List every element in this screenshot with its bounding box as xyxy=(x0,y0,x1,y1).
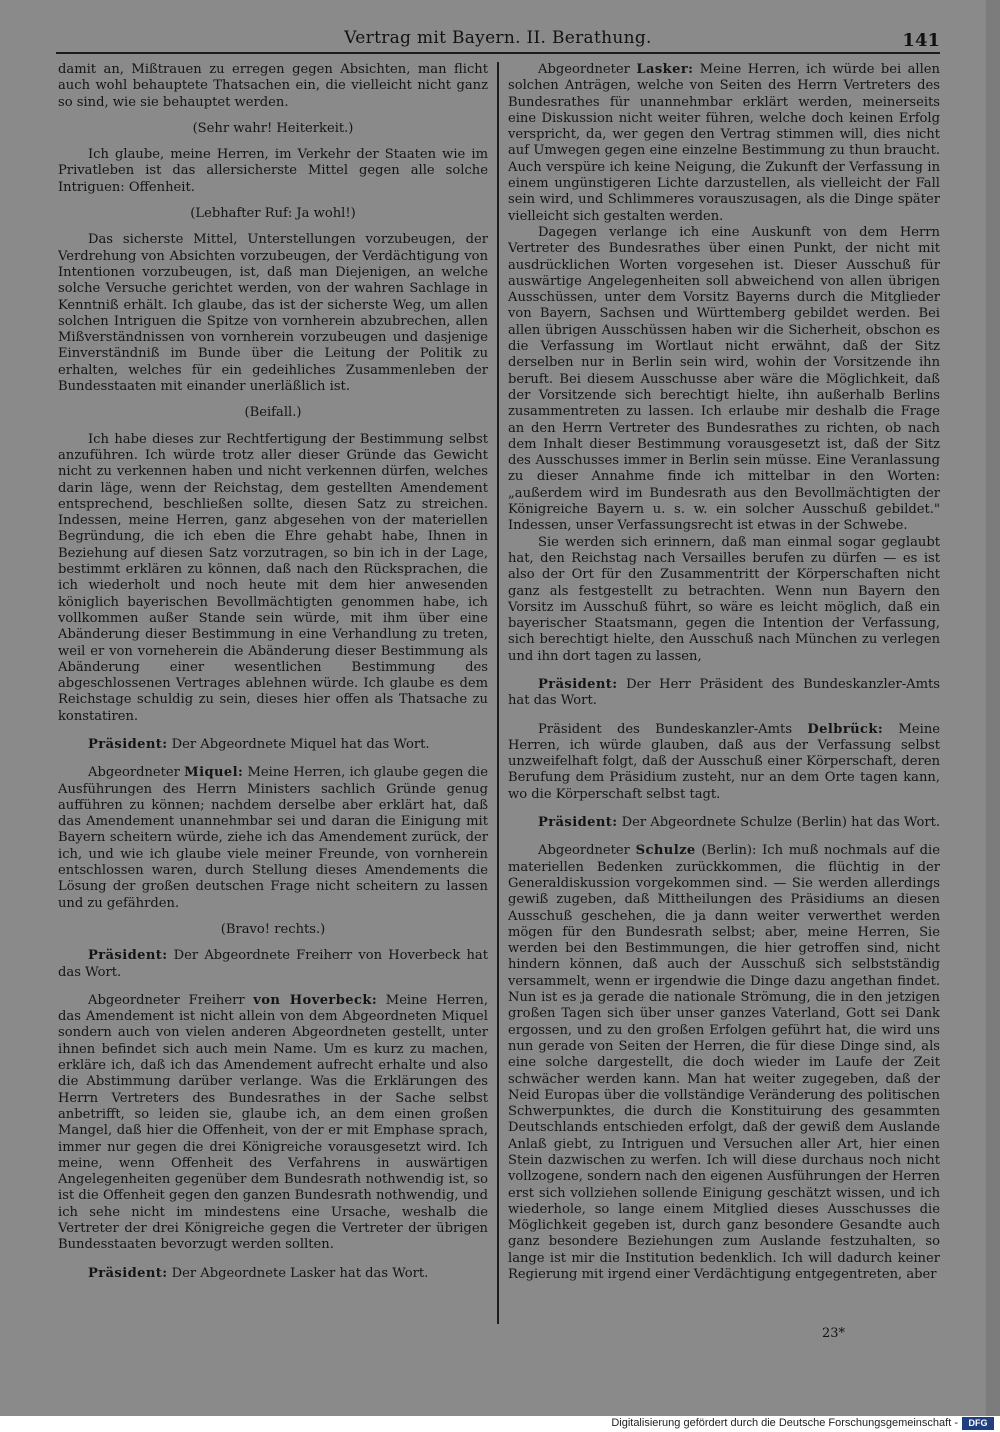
left-column xyxy=(58,62,488,1324)
speech-text: Der Abgeordnete Schulze (Berlin) hat das Wort. xyxy=(621,815,940,831)
paragraph: Ich habe dieses zur Rechtfertigung der Bestimmung selbst anzuführen. Ich würde trotz aller dieser Gründe das Gewicht nicht zu verkennen haben und nicht verkennen dürfen, welches darin läge, wenn der Reichstag, dem gestellten Amendement entsprechend, beschließen sollte, diesen Satz zu streichen. Indessen, meine Herren, ganz abgesehen von der materiellen Begründung, die ich eben die Ehre gehabt habe, Ihnen in Beziehung auf diesen Satz vorzutragen, so bin ich in der Lage, bestimmt erklären zu können, daß nach den Rücksprachen, die ich wiederholt und noch heute mit dem hier anwesenden königlich bayerischen Bevollmächtigten genommen habe, ich vollkommen außer Stande sein würde, mit ihm über eine Abänderung dieser Bestimmung in eine Verhandlung zu treten, weil er von vorneherein die Abänderung dieser Bestimmung als Abänderung einer wesentlichen Bestimmung des abgeschlossenen Vertrages ablehnen würde. Ich glaube es dem Reichstage schuldig zu sein, dieses hier offen als Thatsache zu konstatiren. xyxy=(58,431,488,724)
reaction: (Sehr wahr! Heiterkeit.) xyxy=(192,120,354,136)
speaker-name: Präsident: xyxy=(538,676,618,692)
speech-text: (Berlin): Ich muß nochmals auf die materiellen Bedenken zurückkommen, die flüchtig in der Generaldiskussion vorgekommen sind. — Sie werden allerdings gewiß zugeben, daß Mittheilungen des Präsidiums an diesen Ausschuß geschehen, die ja dann weiter verwerthet werden mögen für den Bundesrath selbst; aber, meine Herren, Sie werden bei den Bestimmungen, die hier getroffen sind, nicht hindern können, daß auch der Ausschuß sich selbstständig versammelt, wenn er irgendwie die Dinge dazu angethan findet. Nun ist es ja gerade die nationale Strömung, die in den jetzigen großen Tagen sich über unser ganzes Vaterland, Gott sei Dank ergossen, und zu den großen Erfolgen geführt hat, die wird uns nun gerade von Seiten der Herren, die für diese Dinge sind, als eine solche dargestellt, die doch wieder im Laufe der Zeit schwächer werden kann. Man hat weiter zugegeben, daß der Neid Europas über die vollständige Veränderung des politischen Schwerpunktes, die durch die Konstituirung des gesammten Deutschlands entschieden erfolgt, daß der gewiß dem Auslande Anlaß giebt, zu Intriguen und Versuchen aller Art, hier einen Stein dazwischen zu werfen. Ich will diese durchaus noch nicht vollzogene, sondern nach den eigenen Ausführungen der Herren erst sich vollziehen sollende Einigung geschätzt wissen, und ich wiederhole, so lange einem Mitglied dieses Ausschusses die Möglichkeit gegeben ist, durch ganz besondere Gesandte auch ganz besondere Beziehungen zum Auslande festzuhalten, so lange ist mir die Institution bedenklich. Ich will dadurch keiner Regierung mit irgend einer Verdächtigung entgegentreten, aber xyxy=(508,843,940,1283)
digitization-footer xyxy=(0,1416,1000,1432)
speaker-paragraph xyxy=(508,815,940,831)
reaction: (Beifall.) xyxy=(244,405,302,421)
speech-text: Meine Herren, ich glaube gegen die Ausführungen des Herrn Ministers sachlich Gründe genug aufführen zu können; nachdem derselbe aber erklärt hat, daß das Amendement unannehmbar sei und daran die Einigung mit Bayern scheitern würde, ziehe ich das Amendement zurück, der ich, und wie ich glaube viele meiner Freunde, von vornherein entschlossen waren, durch Stellung dieses Amendements die Lösung der großen deutschen Frage nicht scheitern zu lassen und zu gefährden. xyxy=(58,765,488,911)
speaker-paragraph xyxy=(58,737,488,753)
column-divider xyxy=(497,62,499,1324)
running-title: Vertrag mit Bayern. II. Berathung. xyxy=(344,28,652,48)
speaker-role: Abgeordneter xyxy=(88,765,180,781)
speech-text: Der Abgeordnete Freiherr von Hoverbeck hat das Wort. xyxy=(58,948,488,980)
speaker-role: Präsident des Bundeskanzler-Amts xyxy=(538,721,793,737)
speech-text: Der Abgeordnete Miquel hat das Wort. xyxy=(171,736,430,752)
speaker-name: Präsident: xyxy=(538,815,618,831)
speaker-name: Miquel: xyxy=(184,765,244,781)
reaction: (Bravo! rechts.) xyxy=(220,921,326,937)
paragraph: Dagegen verlange ich eine Auskunft von dem Herrn Vertreter des Bundesrathes über einen Punkt, der nicht mit ausdrücklichen Worten vorgesehen ist. Dieser Ausschuß für auswärtige Angelegenheiten soll abweichend von allen übrigen Ausschüssen, unter dem Vorsitz Bayerns durch die Mitglieder von Bayern, Sachsen und Württemberg gebildet werden. Bei allen übrigen Ausschüssen haben wir die Sicherheit, obschon es die Verfassung im Wortlaut nicht erwähnt, daß der Sitz derselben nur in Berlin sein wird, wohin der Vorsitzende ihn beruft. Bei diesem Ausschusse aber wäre die Möglichkeit, daß der Vorsitzende sich berechtigt hielte, ihn außerhalb Berlins zusammentreten zu lassen. Ich erlaube mir deshalb die Frage an den Herrn Vertreter des Bundesrathes zu richten, ob nach dem Inhalt dieser Bestimmung vorausgesetzt ist, daß der Sitz des Ausschusses immer in Berlin sein müsse. Eine Veranlassung zu dieser Annahme finde ich mittelbar in den Worten: „außerdem wird im Bundesrath aus den Bevollmächtigten der Königreiche Bayern u. s. w. ein solcher Ausschuß gebildet." Indessen, unser Verfassungsrecht ist etwas in der Schwebe. xyxy=(508,224,940,534)
speaker-role: Abgeordneter xyxy=(538,843,630,859)
speaker-name: Schulze xyxy=(635,843,696,859)
speaker-paragraph xyxy=(508,843,940,1283)
paragraph: Ich glaube, meine Herren, im Verkehr der Staaten wie im Privatleben ist das allersicherste Mittel gegen alle solche Intriguen: Offenheit. xyxy=(58,147,488,195)
reaction: (Lebhafter Ruf: Ja wohl!) xyxy=(190,206,356,222)
footer-credit: Digitalisierung gefördert durch die Deutsche Forschungsgemeinschaft - xyxy=(611,1417,958,1429)
speaker-role: Abgeordneter xyxy=(538,62,630,77)
speaker-name: Präsident: xyxy=(88,1265,168,1281)
speaker-paragraph xyxy=(508,722,940,803)
speaker-name: von Hoverbeck: xyxy=(253,992,378,1008)
signature-mark: 23* xyxy=(822,1326,846,1341)
paragraph: Sie werden sich erinnern, daß man einmal sogar geglaubt hat, den Reichstag nach Versailles berufen zu dürfen — es ist also der Ort für den Zusammentritt der Körperschaften nicht ganz als festgestellt zu betrachten. Wenn nun Bayern den Vorsitz im Ausschuß führt, so wäre es leicht möglich, daß ein bayerischer Staatsmann, gegen die Intention der Verfassung, sich berechtigt hielte, den Ausschuß nach München zu verlegen und ihn dort tagen zu lassen, xyxy=(508,534,940,664)
speaker-paragraph xyxy=(508,677,940,710)
speaker-name: Präsident: xyxy=(88,736,168,752)
speech-text: Meine Herren, ich würde bei allen solchen Anträgen, welche von Seiten des Herrn Vertreters des Bundesrathes für unannehmbar erklärt werden, meinerseits eine Diskussion nicht weiter führen, welche doch keinen Erfolg verspricht, da, wer gegen den Vertrag stimmen will, dies nicht auf Umwegen gegen eine einzelne Bestimmung zu thun braucht. Auch verspüre ich keine Neigung, die Zukunft der Verfassung in einem ungünstigeren Lichte darzustellen, als vielleicht der Fall sein wird, und Schlimmeres vorauszusagen, als die Dinge später vielleicht sich gestalten werden. xyxy=(508,62,940,224)
scan-edge xyxy=(986,0,1000,1416)
paragraph: damit an, Mißtrauen zu erregen gegen Absichten, man flicht auch wohl behauptete Thatsachen ein, die vielleicht nicht ganz so sind, wie sie behauptet werden. xyxy=(58,62,488,110)
speaker-name: Präsident: xyxy=(88,948,168,964)
speaker-paragraph xyxy=(508,62,940,225)
page-number: 141 xyxy=(902,30,940,51)
speaker-name: Lasker: xyxy=(636,62,694,77)
speaker-role: Abgeordneter Freiherr xyxy=(88,992,245,1008)
speaker-name: Delbrück: xyxy=(807,721,884,737)
speech-text: Meine Herren, ich würde glauben, daß aus der Verfassung selbst unzweifelhaft folgt, daß der Ausschuß einer Körperschaft, deren Berufung dem Präsidium zusteht, nur an dem Orte tagen kann, wo die Körperschaft selbst tagt. xyxy=(508,721,940,802)
speech-text: Der Abgeordnete Lasker hat das Wort. xyxy=(171,1265,429,1281)
speech-text: Der Herr Präsident des Bundeskanzler-Amts hat das Wort. xyxy=(508,676,940,709)
speaker-paragraph xyxy=(58,948,488,981)
right-column xyxy=(508,62,940,1324)
speaker-paragraph xyxy=(58,993,488,1254)
dfg-logo[interactable]: DFG xyxy=(962,1417,994,1430)
speaker-paragraph xyxy=(58,1266,488,1282)
page-header xyxy=(56,26,940,54)
speech-text: Meine Herren, das Amendement ist nicht allein von dem Abgeordneten Miquel sondern auch von vielen anderen Abgeordneten gestellt, unter ihnen befindet sich auch mein Name. Um es kurz zu machen, erkläre ich, daß ich das Amendement aufrecht erhalte und also die Abstimmung darüber verlange. Was die Erklärungen des Herrn Vertreters des Bundesrathes in der Sache selbst anbetrifft, so leiden sie, glaube ich, an dem einen großen Mangel, daß hier die Offenheit, von der er mit Emphase sprach, immer nur gegen die drei Königreiche vorausgesetzt wird. Ich meine, wenn Offenheit des Verfahrens in auswärtigen Angelegenheiten gegenüber dem Bundesrath nothwendig ist, so ist die Offenheit gegen den ganzen Bundesrath nothwendig, und ich sehe nicht im mindestens eine Ursache, weshalb die Vertreter der drei Königreiche gegen die Vertreter der übrigen Bundesstaaten bevorzugt werden sollten. xyxy=(58,992,488,1253)
speaker-paragraph xyxy=(58,765,488,912)
paragraph: Das sicherste Mittel, Unterstellungen vorzubeugen, der Verdrehung von Absichten vorzubeugen, der Verdächtigung von Intentionen vorzubeugen, ist, daß man Diejenigen, an welche solche Versuche gerichtet werden, von der wahren Sachlage in Kenntniß erhält. Ich glaube, das ist der sicherste Weg, um allen solchen Intriguen die Spitze von vornherein abzubrechen, allen Mißverständnissen von vornherein vorzubeugen und dasjenige Einverständniß im Bunde über die Leitung der Politik zu erhalten, welches für ein gedeihliches Zusammenleben der Bundesstaaten mit einander unerläßlich ist. xyxy=(58,232,488,395)
